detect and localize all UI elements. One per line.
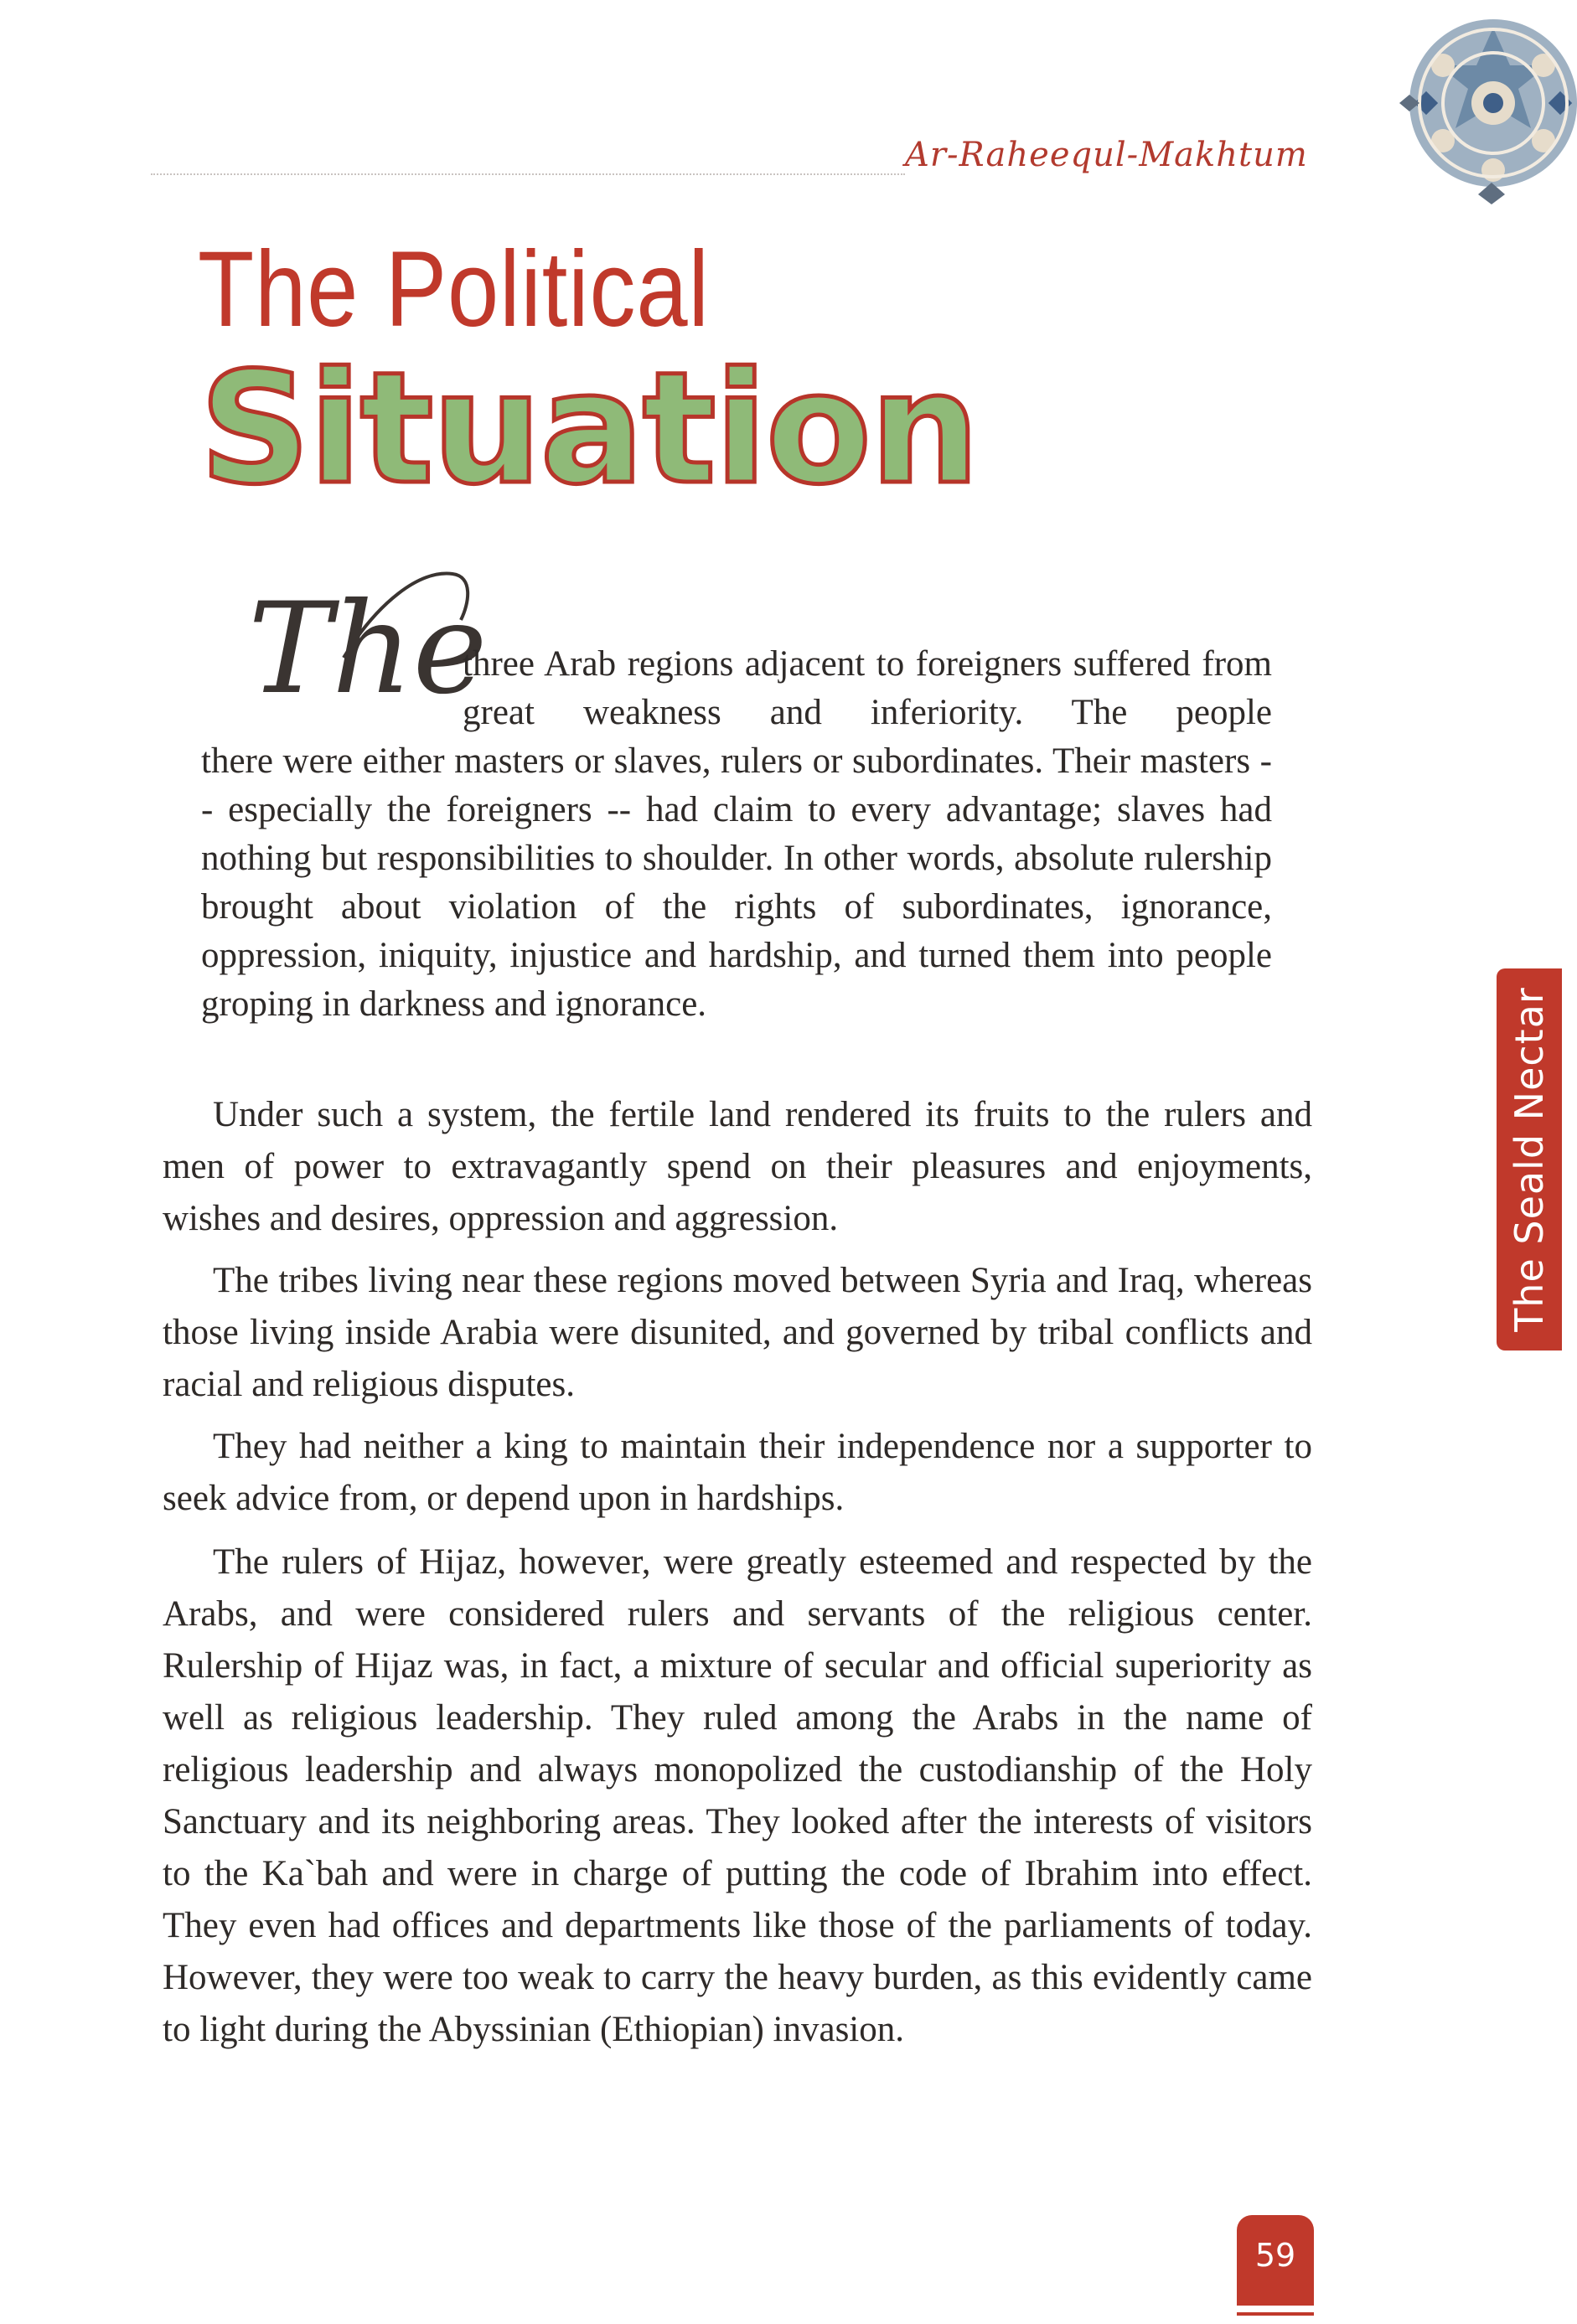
paragraph-2: Under such a system, the fertile land rendered its fruits to the rulers and men of power to extravagantly spend on their pleasures and enjoyments, wishes and desires, oppression and aggression.	[163, 1095, 1312, 1238]
paragraph-5: The rulers of Hijaz, however, were greatly esteemed and respected by the Arabs, and were considered rulers and servants of the religious center. Rulership of Hijaz was, in fact, a mixture of secular and official superiority as well as religious leadership. They ruled among the Arabs in the name of religious leadership and always monopolized the custodianship of the Holy Sanctuary and its neighboring areas. They looked after the interests of visitors to the Ka`bah and were in charge of putting the code of Ibrahim into effect. They even had offices and departments like those of the parliaments of today. However, they were too weak to carry the heavy burden, as this evidently came to light during the Abyssinian (Ethiopian) invasion.	[163, 1542, 1312, 2049]
paragraph-3: The tribes living near these regions moved between Syria and Iraq, whereas those living inside Arabia were disunited, and governed by tribal conflicts and racial and religious disputes.	[163, 1261, 1312, 1404]
running-title: Ar-Raheequl-Makhtum	[905, 136, 1308, 174]
page-number: 59	[1254, 2237, 1296, 2274]
side-tab	[1497, 968, 1562, 1351]
paragraph-4: They had neither a king to maintain their independence nor a supporter to seek advice from, or depend upon in hardships.	[163, 1427, 1312, 1518]
page-number-rule	[1237, 2312, 1314, 2316]
chapter-title-line-2: Situation	[199, 339, 979, 519]
paragraph-1-lead: three Arab regions adjacent to foreigners suffered from great weakness and inferiority. The people	[463, 644, 1272, 732]
side-tab-label: The Seald Nectar	[1507, 987, 1552, 1332]
drop-cap: The	[248, 576, 488, 722]
paragraph-1-body: there were either masters or slaves, rulers or subordinates. Their masters -- especially the foreigners -- had claim to every advantage; slaves had nothing but responsibilities to shoulder. In other words, absolute rulership brought about violation of the rights of subordinates, ignorance, oppression, iniquity, injustice and hardship, and turned them into people groping in darkness and ignorance.	[201, 741, 1272, 1024]
chapter-title-line-1: The Political	[198, 230, 710, 349]
header-dotted-rule	[151, 173, 905, 175]
page-number-badge	[1237, 2215, 1314, 2306]
islamic-rosette-ornament-icon	[1368, 15, 1577, 204]
